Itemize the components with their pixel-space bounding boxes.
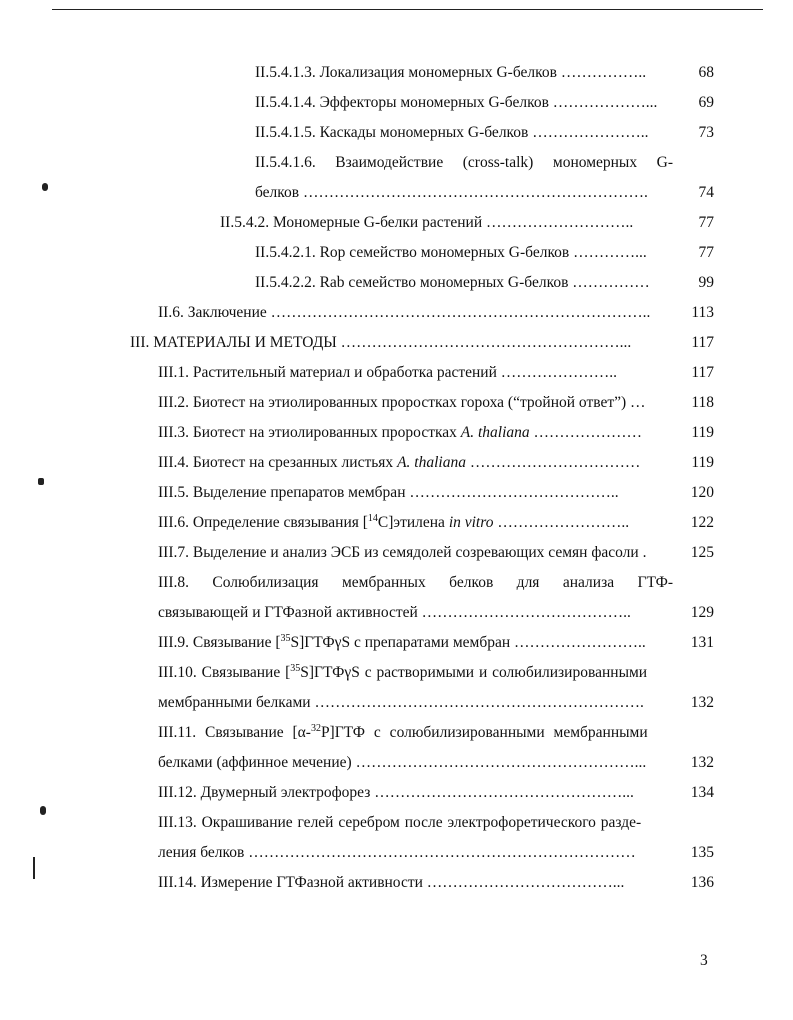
toc-page-number: 73 xyxy=(698,124,714,141)
toc-entry-title: II.5.4.1.4. Эффекторы мономерных G-белков xyxy=(255,94,549,111)
toc-leader: ………………... xyxy=(548,94,658,111)
toc-entry xyxy=(158,303,675,323)
toc-entry-title: II.5.4.2. Мономерные G-белки растений xyxy=(220,214,483,231)
top-rule xyxy=(52,9,763,10)
page-number: 3 xyxy=(700,952,708,969)
toc-page-number: 136 xyxy=(690,874,714,891)
toc-leader: …………………………………………………………. xyxy=(299,184,648,201)
toc-entry-title-italic: A. thaliana xyxy=(397,454,466,471)
toc-entry xyxy=(158,453,675,473)
toc-page-number: 77 xyxy=(698,244,714,261)
toc-leader: ………………………………………………………. xyxy=(310,694,644,711)
toc-entry-title: III.12. Двумерный электрофорез xyxy=(158,784,371,801)
toc-page-number: 69 xyxy=(698,94,714,111)
toc-leader: ………………………………….. xyxy=(405,484,619,501)
toc-entry-title: мембранными белками xyxy=(158,694,311,711)
toc-page-number: 131 xyxy=(690,634,714,651)
toc-page-number: 120 xyxy=(690,484,714,501)
toc-entry-title: III.1. Растительный материал и обработка растений xyxy=(158,364,497,381)
toc-entry-title: III.4. Биотест на срезанных листьях xyxy=(158,454,394,471)
toc-page-number: 74 xyxy=(698,184,714,201)
toc-page-number: 132 xyxy=(690,694,714,711)
toc-entry-continued: III.11. Связывание [α-$^{32}$P]ГТФ с солюбилизированными мембранными xyxy=(158,723,648,741)
scan-speck xyxy=(42,183,48,191)
toc-entry-title-italic: in vitro xyxy=(448,514,494,531)
toc-leader: ………………………………………………………………… xyxy=(244,844,636,861)
toc-entry-title: II.5.4.2.1. Rop семейство мономерных G-белков xyxy=(255,244,570,261)
scan-line xyxy=(33,857,35,879)
toc-entry xyxy=(158,363,675,383)
toc-page-number: 125 xyxy=(690,544,714,561)
toc-entry-title-cont: S]ГТФγS с препаратами мембран xyxy=(290,634,511,651)
superscript: 35 xyxy=(280,633,291,644)
toc-leader: ………………………………………………... xyxy=(351,754,647,771)
toc-leader: ………………………………... xyxy=(422,874,625,891)
toc-entry xyxy=(255,183,675,203)
toc-entry-title: белков xyxy=(255,184,300,201)
superscript: 32 xyxy=(310,723,321,734)
toc-entry xyxy=(158,423,675,443)
toc-page-number: 77 xyxy=(698,214,714,231)
toc-entry-title: III.7. Выделение и анализ ЭСБ из семядолей созревающих семян фасоли xyxy=(158,544,639,561)
toc-leader: …………………….. xyxy=(493,514,630,531)
toc-entry xyxy=(158,393,675,413)
toc-entry-title: ления белков xyxy=(158,844,245,861)
toc-entry xyxy=(158,753,675,773)
toc-entry xyxy=(158,783,675,803)
toc-entry xyxy=(255,243,675,263)
toc-entry xyxy=(158,693,675,713)
toc-entry xyxy=(158,633,675,653)
toc-entry xyxy=(158,873,675,893)
scan-speck xyxy=(40,806,46,815)
toc-leader: …………... xyxy=(569,244,647,261)
toc-page-number: 134 xyxy=(690,784,714,801)
toc-page-number: 113 xyxy=(691,304,714,321)
toc-page-number: 68 xyxy=(698,64,714,81)
toc-page-number: 117 xyxy=(691,364,714,381)
toc-page-number: 117 xyxy=(691,334,714,351)
toc-leader: ………………… xyxy=(529,424,643,441)
toc-leader: . xyxy=(638,544,647,561)
toc-entry xyxy=(158,513,675,533)
toc-entry-title-italic: A. thaliana xyxy=(460,424,530,441)
toc-leader: ……………………………………………………………….. xyxy=(266,304,651,321)
toc-entry xyxy=(158,603,675,623)
toc-leader: ………………………………………………... xyxy=(336,334,632,351)
toc-entry-title: II.5.4.1.5. Каскады мономерных G-белков xyxy=(255,124,529,141)
toc-leader: ………………….. xyxy=(528,124,649,141)
toc-entry-title: II.5.4.2.2. Rab семейство мономерных G-белков xyxy=(255,274,569,291)
toc-entry-title: III. МАТЕРИАЛЫ И МЕТОДЫ xyxy=(130,334,337,351)
toc-entry-title: II.6. Заключение xyxy=(158,304,267,321)
toc-leader: …………………………… xyxy=(465,454,641,471)
toc-entry-title: III.6. Определение связывания [ xyxy=(158,514,368,531)
toc-entry-continued: III.13. Окрашивание гелей серебром после электрофоретического разде- xyxy=(158,814,642,831)
toc-page-number: 99 xyxy=(698,274,714,291)
toc-entry-title: III.5. Выделение препаратов мембран xyxy=(158,484,406,501)
toc-entry-title: II.5.4.1.3. Локализация мономерных G-белков xyxy=(255,64,557,81)
toc-entry xyxy=(255,93,675,113)
toc-leader: …………………………………………... xyxy=(370,784,634,801)
toc-page-number: 118 xyxy=(691,394,714,411)
toc-entry-continued: II.5.4.1.6. Взаимодействие (cross-talk) мономерных G- xyxy=(255,154,673,171)
toc-leader: …………………….. xyxy=(510,634,646,651)
toc-leader: …………….. xyxy=(556,64,647,81)
superscript: 35 xyxy=(290,663,301,674)
toc-entry xyxy=(220,213,675,233)
toc-entry xyxy=(158,843,675,863)
toc-leader: ………………….. xyxy=(496,364,618,381)
superscript: 14 xyxy=(367,513,378,524)
toc-entry-title: III.3. Биотест на этиолированных проростках xyxy=(158,424,457,441)
toc-page-number: 119 xyxy=(691,424,714,441)
toc-entry xyxy=(255,123,675,143)
toc-entry-title: белками (аффинное мечение) xyxy=(158,754,352,771)
toc-entry-continued: III.8. Солюбилизация мембранных белков для анализа ГТФ- xyxy=(158,574,673,591)
toc-page-number: 122 xyxy=(690,514,714,531)
toc-leader: ………………………………….. xyxy=(417,604,631,621)
toc-entry xyxy=(158,483,675,503)
toc-entry xyxy=(255,63,675,83)
toc-entry-continued: III.10. Связывание [$^{35}$S]ГТФγS с растворимыми и солюбилизированными xyxy=(158,663,648,681)
toc-page-number: 119 xyxy=(691,454,714,471)
toc-leader: …………… xyxy=(568,274,650,291)
toc-leader: ……………………….. xyxy=(482,214,634,231)
toc-page-number: 135 xyxy=(690,844,714,861)
toc-entry-title: связывающей и ГТФазной активностей xyxy=(158,604,418,621)
toc-entry-title: III.2. Биотест на этиолированных проростках гороха (“тройной ответ”) xyxy=(158,394,627,411)
toc-entry-title: III.14. Измерение ГТФазной активности xyxy=(158,874,423,891)
toc-leader: … xyxy=(626,394,646,411)
scan-speck xyxy=(38,478,44,485)
toc-entry-title-cont: C]этилена xyxy=(377,514,445,531)
toc-entry xyxy=(158,543,675,563)
toc-entry xyxy=(255,273,675,293)
toc-entry xyxy=(130,333,675,353)
toc-page-number: 129 xyxy=(690,604,714,621)
toc-page-number: 132 xyxy=(690,754,714,771)
toc-entry-title: III.9. Связывание [ xyxy=(158,634,281,651)
